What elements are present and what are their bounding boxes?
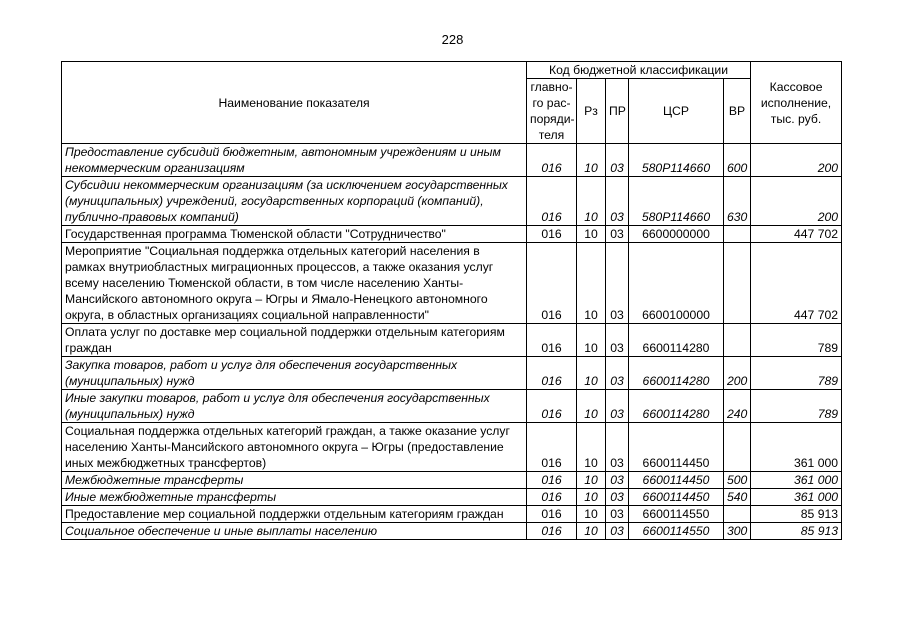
cell-pr: 03 bbox=[606, 472, 629, 489]
cell-amount: 85 913 bbox=[751, 506, 842, 523]
cell-csr: 6600114550 bbox=[629, 506, 724, 523]
cell-amount: 789 bbox=[751, 324, 842, 357]
cell-csr: 6600114280 bbox=[629, 390, 724, 423]
cell-rz: 10 bbox=[577, 523, 606, 540]
cell-pr: 03 bbox=[606, 144, 629, 177]
cell-pr: 03 bbox=[606, 423, 629, 472]
cell-name: Государственная программа Тюменской области "Сотрудничество" bbox=[62, 226, 527, 243]
cell-pr: 03 bbox=[606, 506, 629, 523]
cell-csr: 6600114450 bbox=[629, 489, 724, 506]
cell-vr bbox=[724, 506, 751, 523]
table-header bbox=[62, 62, 842, 144]
cell-name: Социальная поддержка отдельных категорий граждан, а также оказание услуг населению Ханты-Мансийского автономного округа – Югры (предоставление иных межбюджетных трансфертов) bbox=[62, 423, 527, 472]
cell-amount: 361 000 bbox=[751, 423, 842, 472]
cell-amount: 200 bbox=[751, 177, 842, 226]
header-glav: главно-го рас-поряди-теля bbox=[527, 79, 577, 144]
cell-glav: 016 bbox=[527, 390, 577, 423]
cell-pr: 03 bbox=[606, 243, 629, 324]
table-row bbox=[62, 472, 842, 489]
cell-rz: 10 bbox=[577, 324, 606, 357]
header-csr: ЦСР bbox=[629, 79, 724, 144]
cell-name: Социальное обеспечение и иные выплаты населению bbox=[62, 523, 527, 540]
cell-pr: 03 bbox=[606, 324, 629, 357]
table-body bbox=[62, 144, 842, 540]
cell-csr: 6600114450 bbox=[629, 423, 724, 472]
cell-vr: 600 bbox=[724, 144, 751, 177]
table-row bbox=[62, 489, 842, 506]
cell-amount: 361 000 bbox=[751, 489, 842, 506]
table-row bbox=[62, 523, 842, 540]
header-vr: ВР bbox=[724, 79, 751, 144]
cell-csr: 6600114280 bbox=[629, 324, 724, 357]
cell-glav: 016 bbox=[527, 226, 577, 243]
cell-vr: 500 bbox=[724, 472, 751, 489]
header-name: Наименование показателя bbox=[62, 62, 527, 144]
table-row bbox=[62, 144, 842, 177]
cell-pr: 03 bbox=[606, 357, 629, 390]
cell-rz: 10 bbox=[577, 423, 606, 472]
cell-amount: 789 bbox=[751, 357, 842, 390]
cell-rz: 10 bbox=[577, 226, 606, 243]
cell-name: Предоставление субсидий бюджетным, автономным учреждениям и иным некоммерческим организациям bbox=[62, 144, 527, 177]
cell-pr: 03 bbox=[606, 489, 629, 506]
cell-rz: 10 bbox=[577, 390, 606, 423]
cell-glav: 016 bbox=[527, 144, 577, 177]
cell-rz: 10 bbox=[577, 243, 606, 324]
cell-csr: 6600000000 bbox=[629, 226, 724, 243]
cell-vr bbox=[724, 324, 751, 357]
cell-rz: 10 bbox=[577, 144, 606, 177]
cell-rz: 10 bbox=[577, 489, 606, 506]
cell-glav: 016 bbox=[527, 243, 577, 324]
header-rz: Рз bbox=[577, 79, 606, 144]
cell-amount: 85 913 bbox=[751, 523, 842, 540]
header-pr: ПР bbox=[606, 79, 629, 144]
cell-pr: 03 bbox=[606, 226, 629, 243]
page-number: 228 bbox=[441, 32, 464, 47]
cell-vr bbox=[724, 243, 751, 324]
cell-csr: 6600114550 bbox=[629, 523, 724, 540]
table-row bbox=[62, 390, 842, 423]
budget-table bbox=[61, 61, 842, 540]
cell-vr: 630 bbox=[724, 177, 751, 226]
table-row bbox=[62, 177, 842, 226]
cell-glav: 016 bbox=[527, 324, 577, 357]
cell-name: Оплата услуг по доставке мер социальной поддержки отдельным категориям граждан bbox=[62, 324, 527, 357]
cell-pr: 03 bbox=[606, 177, 629, 226]
cell-vr bbox=[724, 226, 751, 243]
cell-glav: 016 bbox=[527, 489, 577, 506]
cell-glav: 016 bbox=[527, 523, 577, 540]
cell-csr: 6600114280 bbox=[629, 357, 724, 390]
cell-vr: 200 bbox=[724, 357, 751, 390]
cell-amount: 789 bbox=[751, 390, 842, 423]
table-row bbox=[62, 506, 842, 523]
cell-name: Межбюджетные трансферты bbox=[62, 472, 527, 489]
cell-amount: 361 000 bbox=[751, 472, 842, 489]
cell-name: Предоставление мер социальной поддержки отдельным категориям граждан bbox=[62, 506, 527, 523]
cell-glav: 016 bbox=[527, 506, 577, 523]
cell-glav: 016 bbox=[527, 472, 577, 489]
cell-csr: 6600114450 bbox=[629, 472, 724, 489]
cell-rz: 10 bbox=[577, 506, 606, 523]
cell-name: Субсидии некоммерческим организациям (за исключением государственных (муниципальных) учреждений, государственных корпораций (компаний), публично-правовых компаний) bbox=[62, 177, 527, 226]
cell-name: Иные межбюджетные трансферты bbox=[62, 489, 527, 506]
cell-pr: 03 bbox=[606, 390, 629, 423]
table-row bbox=[62, 324, 842, 357]
cell-vr: 300 bbox=[724, 523, 751, 540]
cell-rz: 10 bbox=[577, 177, 606, 226]
table-row bbox=[62, 226, 842, 243]
cell-glav: 016 bbox=[527, 357, 577, 390]
cell-vr bbox=[724, 423, 751, 472]
table-row bbox=[62, 243, 842, 324]
cell-csr: 580Р114660 bbox=[629, 144, 724, 177]
table-row bbox=[62, 423, 842, 472]
cell-glav: 016 bbox=[527, 177, 577, 226]
cell-glav: 016 bbox=[527, 423, 577, 472]
cell-amount: 447 702 bbox=[751, 226, 842, 243]
cell-name: Иные закупки товаров, работ и услуг для обеспечения государственных (муниципальных) нужд bbox=[62, 390, 527, 423]
cell-amount: 447 702 bbox=[751, 243, 842, 324]
cell-pr: 03 bbox=[606, 523, 629, 540]
cell-csr: 580Р114660 bbox=[629, 177, 724, 226]
cell-name: Закупка товаров, работ и услуг для обеспечения государственных (муниципальных) нужд bbox=[62, 357, 527, 390]
cell-name: Мероприятие "Социальная поддержка отдельных категорий населения в рамках внутриобластных миграционных процессов, а также оказания услуг всему населению Тюменской области, в том числе населению Ханты-Мансийского автономного округа – Югры и Ямало-Ненецкого автономного округа, в областных организациях социальной направленности" bbox=[62, 243, 527, 324]
cell-vr: 540 bbox=[724, 489, 751, 506]
header-amount: Кассовое исполнение, тыс. руб. bbox=[751, 62, 842, 144]
cell-amount: 200 bbox=[751, 144, 842, 177]
cell-rz: 10 bbox=[577, 472, 606, 489]
cell-rz: 10 bbox=[577, 357, 606, 390]
header-code-group: Код бюджетной классификации bbox=[527, 62, 751, 79]
table-row bbox=[62, 357, 842, 390]
cell-vr: 240 bbox=[724, 390, 751, 423]
cell-csr: 6600100000 bbox=[629, 243, 724, 324]
